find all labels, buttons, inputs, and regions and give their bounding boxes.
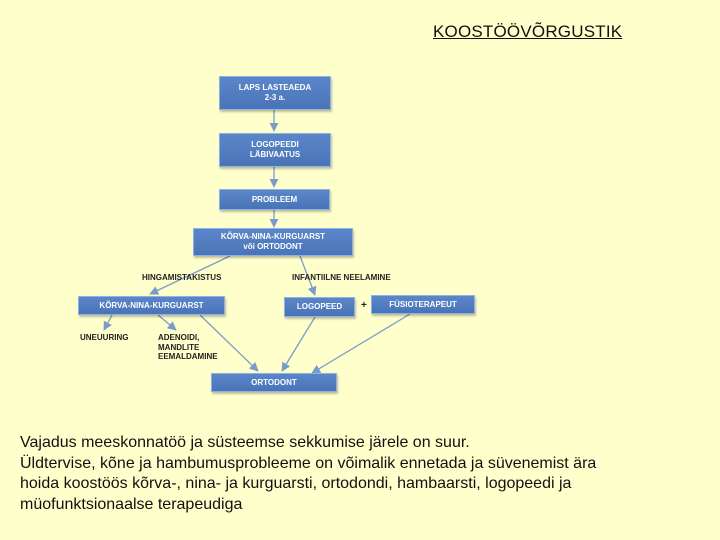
slide-title: KOOSTÖÖVÕRGUSTIK (433, 22, 623, 41)
node-logopeed: LOGOPEED (284, 297, 355, 317)
edge-logopeed-ortodont (282, 317, 315, 371)
label-uneuuring: UNEUURING (80, 333, 129, 342)
edge-korva-uneuuring (104, 315, 112, 330)
body-line: Üldtervise, kõne ja hambumusprobleeme on võimalik ennetada ja süvenemist ära (20, 454, 597, 472)
node-fusioterapeut: FÜSIOTERAPEUT (371, 295, 475, 314)
node-laps-lasteaeda: LAPS LASTEAEDA 2-3 a. (219, 76, 331, 110)
label-infantiilne-neelamine: INFANTIILNE NEELAMINE (292, 273, 391, 282)
body-paragraph (20, 433, 700, 515)
node-korva-nina-kurguarst-voi-ortodont: KÕRVA-NINA-KURGUARST või ORTODONT (193, 228, 353, 256)
body-line: Vajadus meeskonnatöö ja süsteemse sekkumise järele on suur. (20, 434, 470, 451)
node-logopeedi-labivaatus: LOGOPEEDI LÄBIVAATUS (219, 133, 331, 167)
body-line: hoida koostöös kõrva-, nina- ja kurguarsti, ortodondi, hambaarsti, logopeedi ja (20, 475, 572, 492)
label-hingamistakistus: HINGAMISTAKISTUS (142, 273, 222, 282)
node-probleem: PROBLEEM (219, 189, 330, 210)
label-plus: + (361, 300, 367, 311)
body-line: müofunktsionaalse terapeudiga (20, 495, 243, 513)
node-ortodont: ORTODONT (211, 373, 337, 392)
label-adenoidi-mandlite-eemaldamine: ADENOIDI, MANDLITE EEMALDAMINE (158, 333, 218, 362)
edge-korva-adenoidi (158, 315, 176, 330)
node-korva-nina-kurguarst: KÕRVA-NINA-KURGUARST (78, 296, 225, 315)
edge-fusio-ortodont (312, 314, 410, 373)
